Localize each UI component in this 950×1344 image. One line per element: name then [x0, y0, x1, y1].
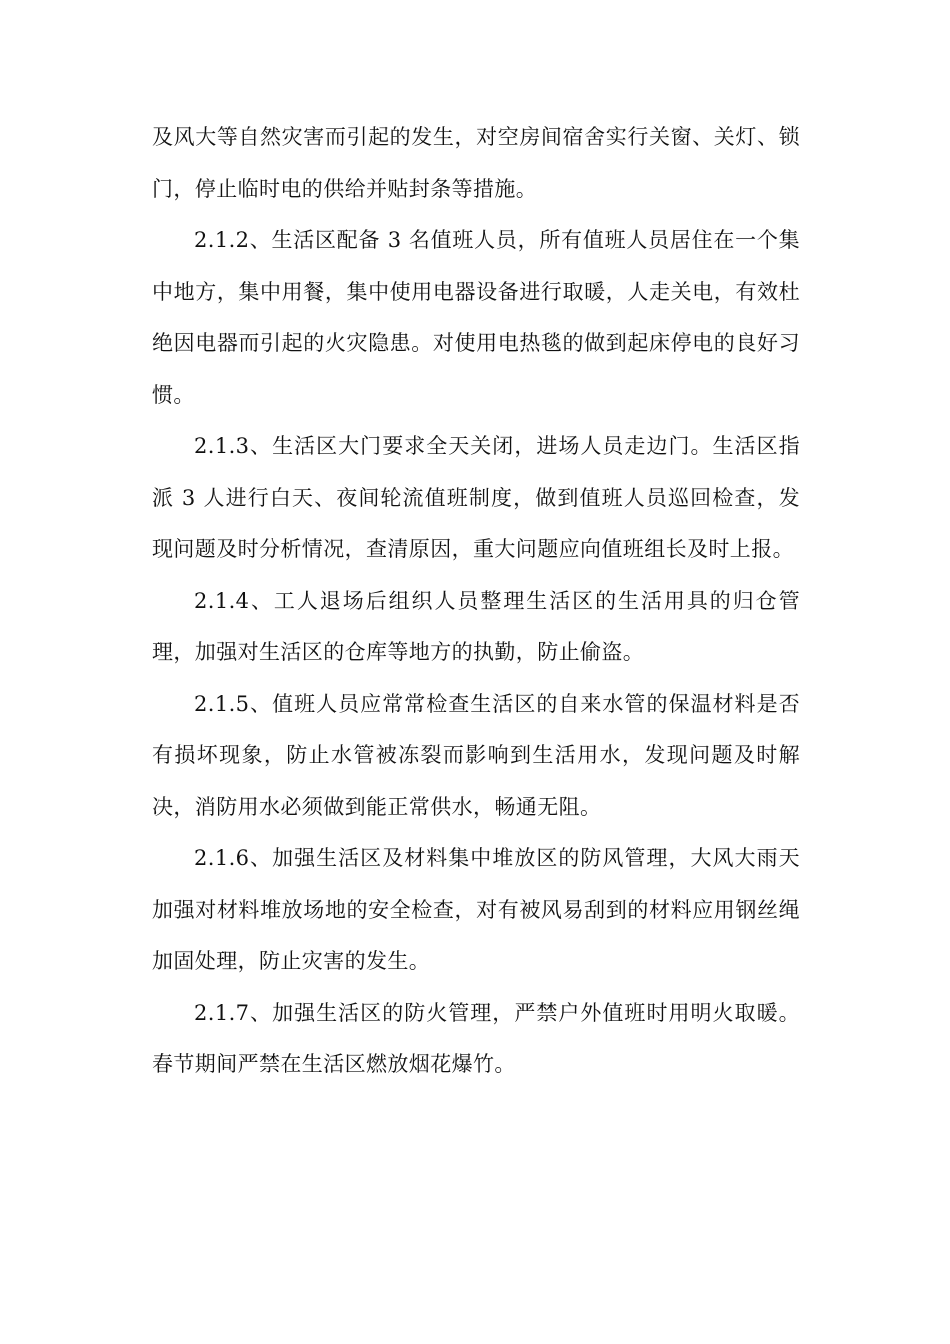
paragraph-2-1-7: 2.1.7、加强生活区的防火管理，严禁户外值班时用明火取暖。春节期间严禁在生活区燃放烟花爆竹。 [152, 1000, 800, 1076]
paragraph-2-1-2: 2.1.2、生活区配备 3 名值班人员，所有值班人员居住在一个集中地方，集中用餐，集中使用电器设备进行取暖，人走关电，有效杜绝因电器而引起的火灾隐患。对使用电热毯的做到起床停电的良好习惯。 [152, 228, 800, 407]
document-body [152, 112, 800, 1091]
paragraph-2-1-4: 2.1.4、工人退场后组织人员整理生活区的生活用具的归仓管理，加强对生活区的仓库等地方的执勤，防止偷盗。 [152, 588, 800, 664]
paragraph-2-1-6: 2.1.6、加强生活区及材料集中堆放区的防风管理，大风大雨天加强对材料堆放场地的安全检查，对有被风易刮到的材料应用钢丝绳加固处理，防止灾害的发生。 [152, 846, 800, 973]
paragraph-2-1-3: 2.1.3、生活区大门要求全天关闭，进场人员走边门。生活区指派 3 人进行白天、夜间轮流值班制度，做到值班人员巡回检查，发现问题及时分析情况，查清原因，重大问题应向值班组长及时上报。 [152, 434, 800, 561]
paragraph-2-1-5: 2.1.5、值班人员应常常检查生活区的自来水管的保温材料是否有损坏现象，防止水管被冻裂而影响到生活用水，发现问题及时解决，消防用水必须做到能正常供水，畅通无阻。 [152, 691, 800, 819]
paragraph-continuation: 及风大等自然灾害而引起的发生，对空房间宿舍实行关窗、关灯、锁门，停止临时电的供给并贴封条等措施。 [152, 125, 800, 201]
